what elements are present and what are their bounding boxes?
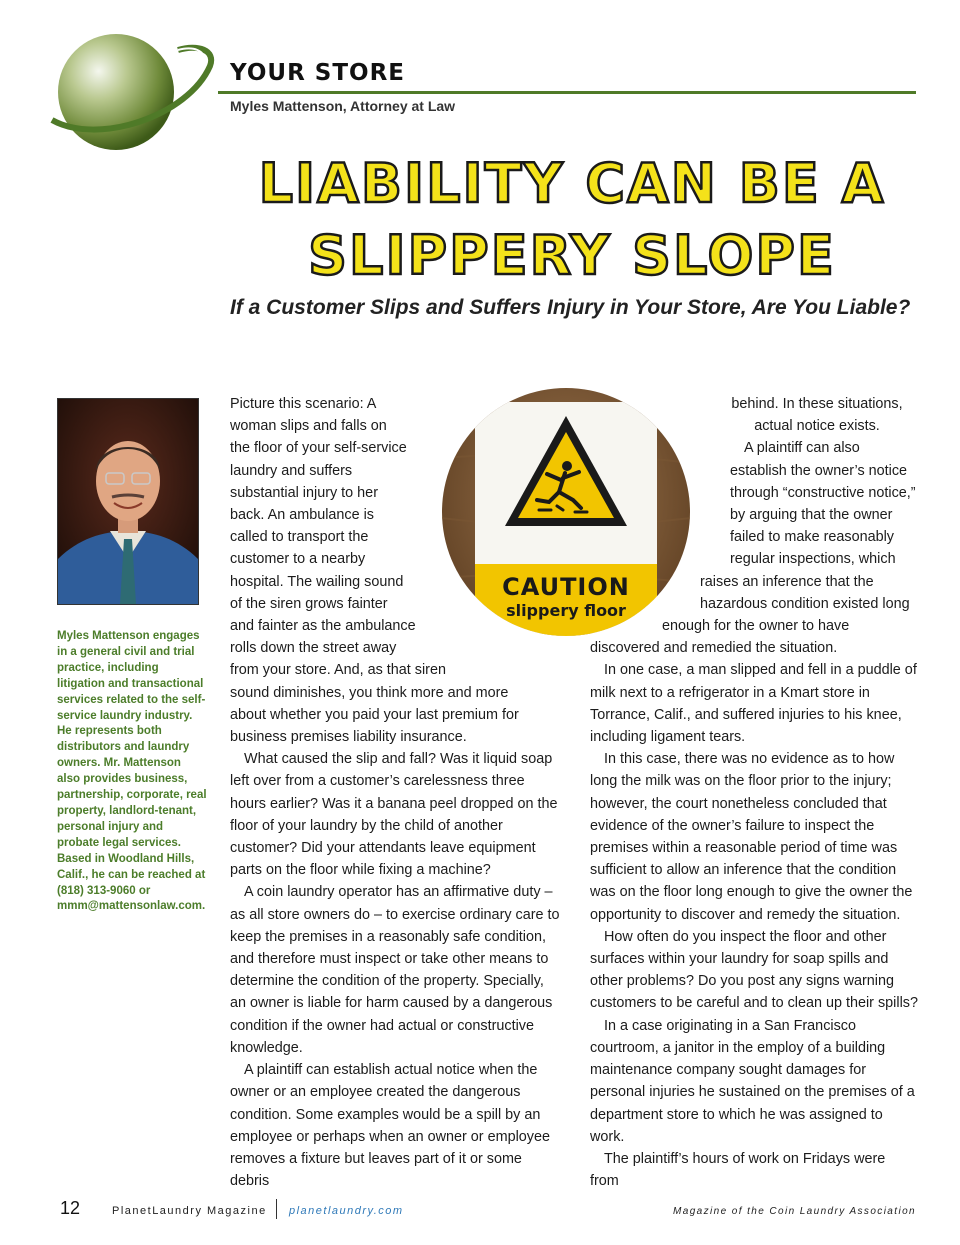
- article-paragraph: In a case originating in a San Francisco courtroom, a janitor in the employ of a building maintenance company sought damages for personal injuries he sustained on the premises of a department store to which he was assigned to work.: [590, 1017, 915, 1145]
- article-headline: [214, 148, 930, 292]
- article-paragraph: In this case, there was no evidence as to how long the milk was on the floor prior to the injury; however, the court nonetheless concluded that evidence of the owner’s failure to inspect the premises within a reasonable period of time was sufficient to allow an inference that the condition was on the floor long enough to give the owner the opportunity to discover and remedy the situation.: [590, 751, 913, 923]
- article-subhead: If a Customer Slips and Suffers Injury in Your Store, Are You Liable?: [230, 296, 911, 319]
- article-paragraph: What caused the slip and fall? Was it liquid soap left over from a customer’s carelessness three hours earlier? Was it a banana peel dropped on the floor of your laundry by the child of another customer? Did your attendants leave equipment parts on the floor while fixing a machine?: [230, 751, 558, 879]
- wrap-spacer: [590, 569, 700, 613]
- wrap-spacer: [590, 393, 702, 415]
- headline-line-2: SLIPPERY SLOPE: [308, 224, 836, 287]
- author-bio: Myles Mattenson engages in a general civil and trial practice, including litigation and transactional services related to the self-service laundry industry. He represents both distributors and laundry owners. Mr. Mattenson also provides business, partnership, corporate, real property, landlord-tenant, personal injury and probate legal services. Based in Woodland Hills, Calif., he can be reached at (818) 313-9060 or mmm@mattensonlaw.com.: [57, 630, 207, 913]
- article-paragraph: A plaintiff can also establish the owner’s notice through “constructive notice,” by arguing that the owner failed to make reasonably regular inspections, which raises an inference that the hazardous condition existed long enough for the owner to have discovered and remedied the situation.: [590, 440, 916, 657]
- wrap-spacer: [410, 407, 560, 607]
- wrap-spacer: [422, 607, 560, 651]
- article-paragraph: The plaintiff’s hours of work on Fridays were from: [590, 1150, 886, 1190]
- wrap-spacer: [452, 651, 560, 673]
- article-column-2: [590, 393, 918, 1192]
- article-paragraph: behind. In these situations, actual notice exists.: [731, 396, 903, 435]
- caution-caption: slippery floor: [506, 601, 626, 620]
- article-paragraph: How often do you inspect the floor and other surfaces within your laundry for soap spills and other problems? Do you post any signs warning customers to be careful and to clean up their spills?: [590, 928, 918, 1012]
- header-divider: [218, 91, 916, 94]
- footer-divider: [276, 1199, 277, 1219]
- article-paragraph: A plaintiff can establish actual notice when the owner or an employee created the dangerous condition. Some examples would be a spill by an employee or perhaps when an owner or employee removes a fixture but leaves part of it or some debris: [230, 1062, 550, 1190]
- wrap-spacer: [512, 673, 560, 695]
- wrap-spacer: [590, 415, 716, 459]
- planet-logo-icon: [38, 28, 218, 153]
- wrap-spacer: [590, 613, 662, 635]
- page-number: 12: [60, 1198, 81, 1218]
- wrap-spacer: [590, 459, 730, 569]
- article-paragraph: A coin laundry operator has an affirmative duty – as all store owners do – to exercise ordinary care to keep the premises in a reasonably safe condition, and therefore must inspect or take other means to determine the condition of the property. Specially, an owner is liable for harm caused by a dangerous condition if the owner had actual or constructive knowledge.: [230, 884, 560, 1056]
- section-title: YOUR STORE: [230, 60, 406, 86]
- association-tagline: Magazine of the Coin Laundry Association: [673, 1206, 916, 1217]
- author-photo: [57, 398, 199, 605]
- magazine-url-link[interactable]: planetlaundry.com: [289, 1205, 404, 1217]
- wrap-spacer: [420, 393, 560, 407]
- headline-line-1: LIABILITY CAN BE A: [258, 152, 886, 215]
- article-paragraph: Picture this scenario: A woman slips and falls on the floor of your self-service laundry and suffers substantial injury to her back. An ambulance is called to transport the customer to a nearby hospital. The wailing sound of the siren grows fainter and fainter as the ambulance rolls down the street away from your store. And, as that siren sound diminishes, you think more and more about whether you paid your last premium for business premises liability insurance.: [230, 396, 519, 746]
- magazine-name: PlanetLaundry Magazine: [112, 1205, 267, 1217]
- caution-word: CAUTION: [502, 573, 630, 601]
- article-paragraph: In one case, a man slipped and fell in a puddle of milk next to a refrigerator in a Kmart store in Torrance, Calif., and suffered injuries to his knee, including ligament tears.: [590, 662, 917, 746]
- author-byline: Myles Mattenson, Attorney at Law: [230, 98, 456, 114]
- article-column-1: [230, 393, 560, 1192]
